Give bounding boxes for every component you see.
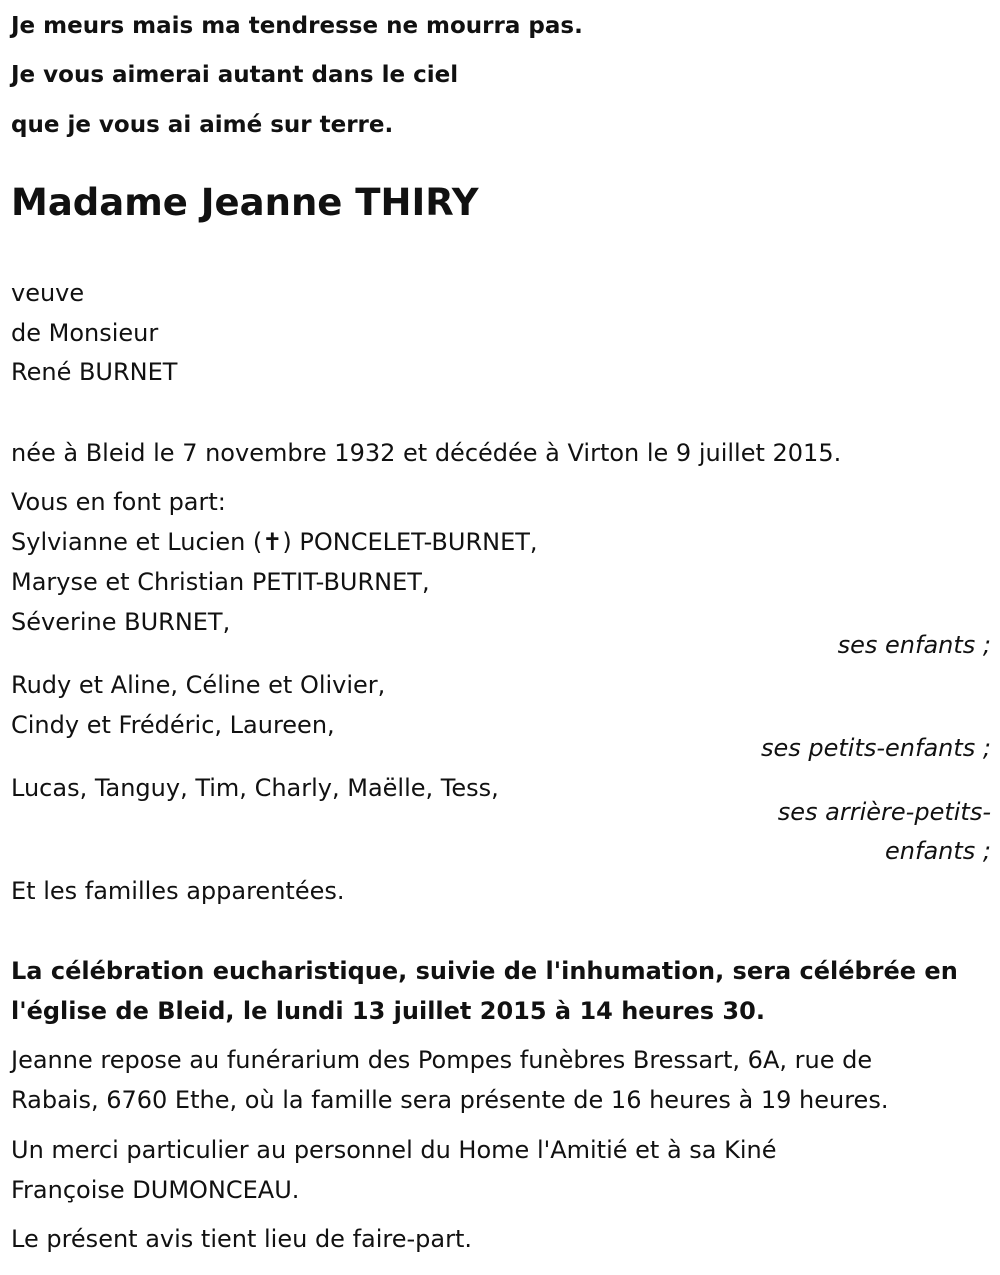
epigraph-line: Je meurs mais ma tendresse ne mourra pas.: [11, 13, 583, 39]
spouse-line: veuve: [11, 279, 85, 307]
families-line: Et les familles apparentées.: [11, 877, 345, 905]
funeral-home-line: Rabais, 6760 Ethe, où la famille sera présente de 16 heures à 19 heures.: [11, 1086, 889, 1114]
grandchildren-label: ses petits-enfants ;: [760, 734, 991, 762]
spouse-line: de Monsieur: [11, 319, 159, 347]
epigraph-line: Je vous aimerai autant dans le ciel: [11, 62, 459, 88]
children-label: ses enfants ;: [837, 631, 991, 659]
notice-line: Le présent avis tient lieu de faire-part.: [11, 1225, 473, 1253]
thanks-line: Françoise DUMONCEAU.: [11, 1176, 300, 1204]
funeral-home-line: Jeanne repose au funérarium des Pompes funèbres Bressart, 6A, rue de: [11, 1046, 873, 1074]
grandchildren-line: Rudy et Aline, Céline et Olivier,: [11, 671, 386, 699]
spouse-line: René BURNET: [11, 358, 178, 386]
great-grandchildren-line: Lucas, Tanguy, Tim, Charly, Maëlle, Tess,: [11, 774, 499, 802]
ceremony-line: l'église de Bleid, le lundi 13 juillet 2015 à 14 heures 30.: [11, 997, 765, 1025]
grandchildren-line: Cindy et Frédéric, Laureen,: [11, 711, 335, 739]
children-line: Maryse et Christian PETIT-BURNET,: [11, 568, 430, 596]
children-line: Sylvianne et Lucien (✝) PONCELET-BURNET,: [11, 528, 538, 556]
children-line: Séverine BURNET,: [11, 608, 231, 636]
epigraph-line: que je vous ai aimé sur terre.: [11, 112, 394, 138]
ceremony-line: La célébration eucharistique, suivie de l'inhumation, sera célébrée en: [11, 957, 958, 985]
thanks-line: Un merci particulier au personnel du Home l'Amitié et à sa Kiné: [11, 1136, 777, 1164]
birth-death-dates: née à Bleid le 7 novembre 1932 et décédée à Virton le 9 juillet 2015.: [11, 439, 842, 467]
announcement-intro: Vous en font part:: [11, 488, 226, 516]
great-grandchildren-label: ses arrière-petits-: [777, 798, 991, 826]
great-grandchildren-label: enfants ;: [885, 837, 991, 865]
deceased-name: Madame Jeanne THIRY: [11, 181, 479, 224]
